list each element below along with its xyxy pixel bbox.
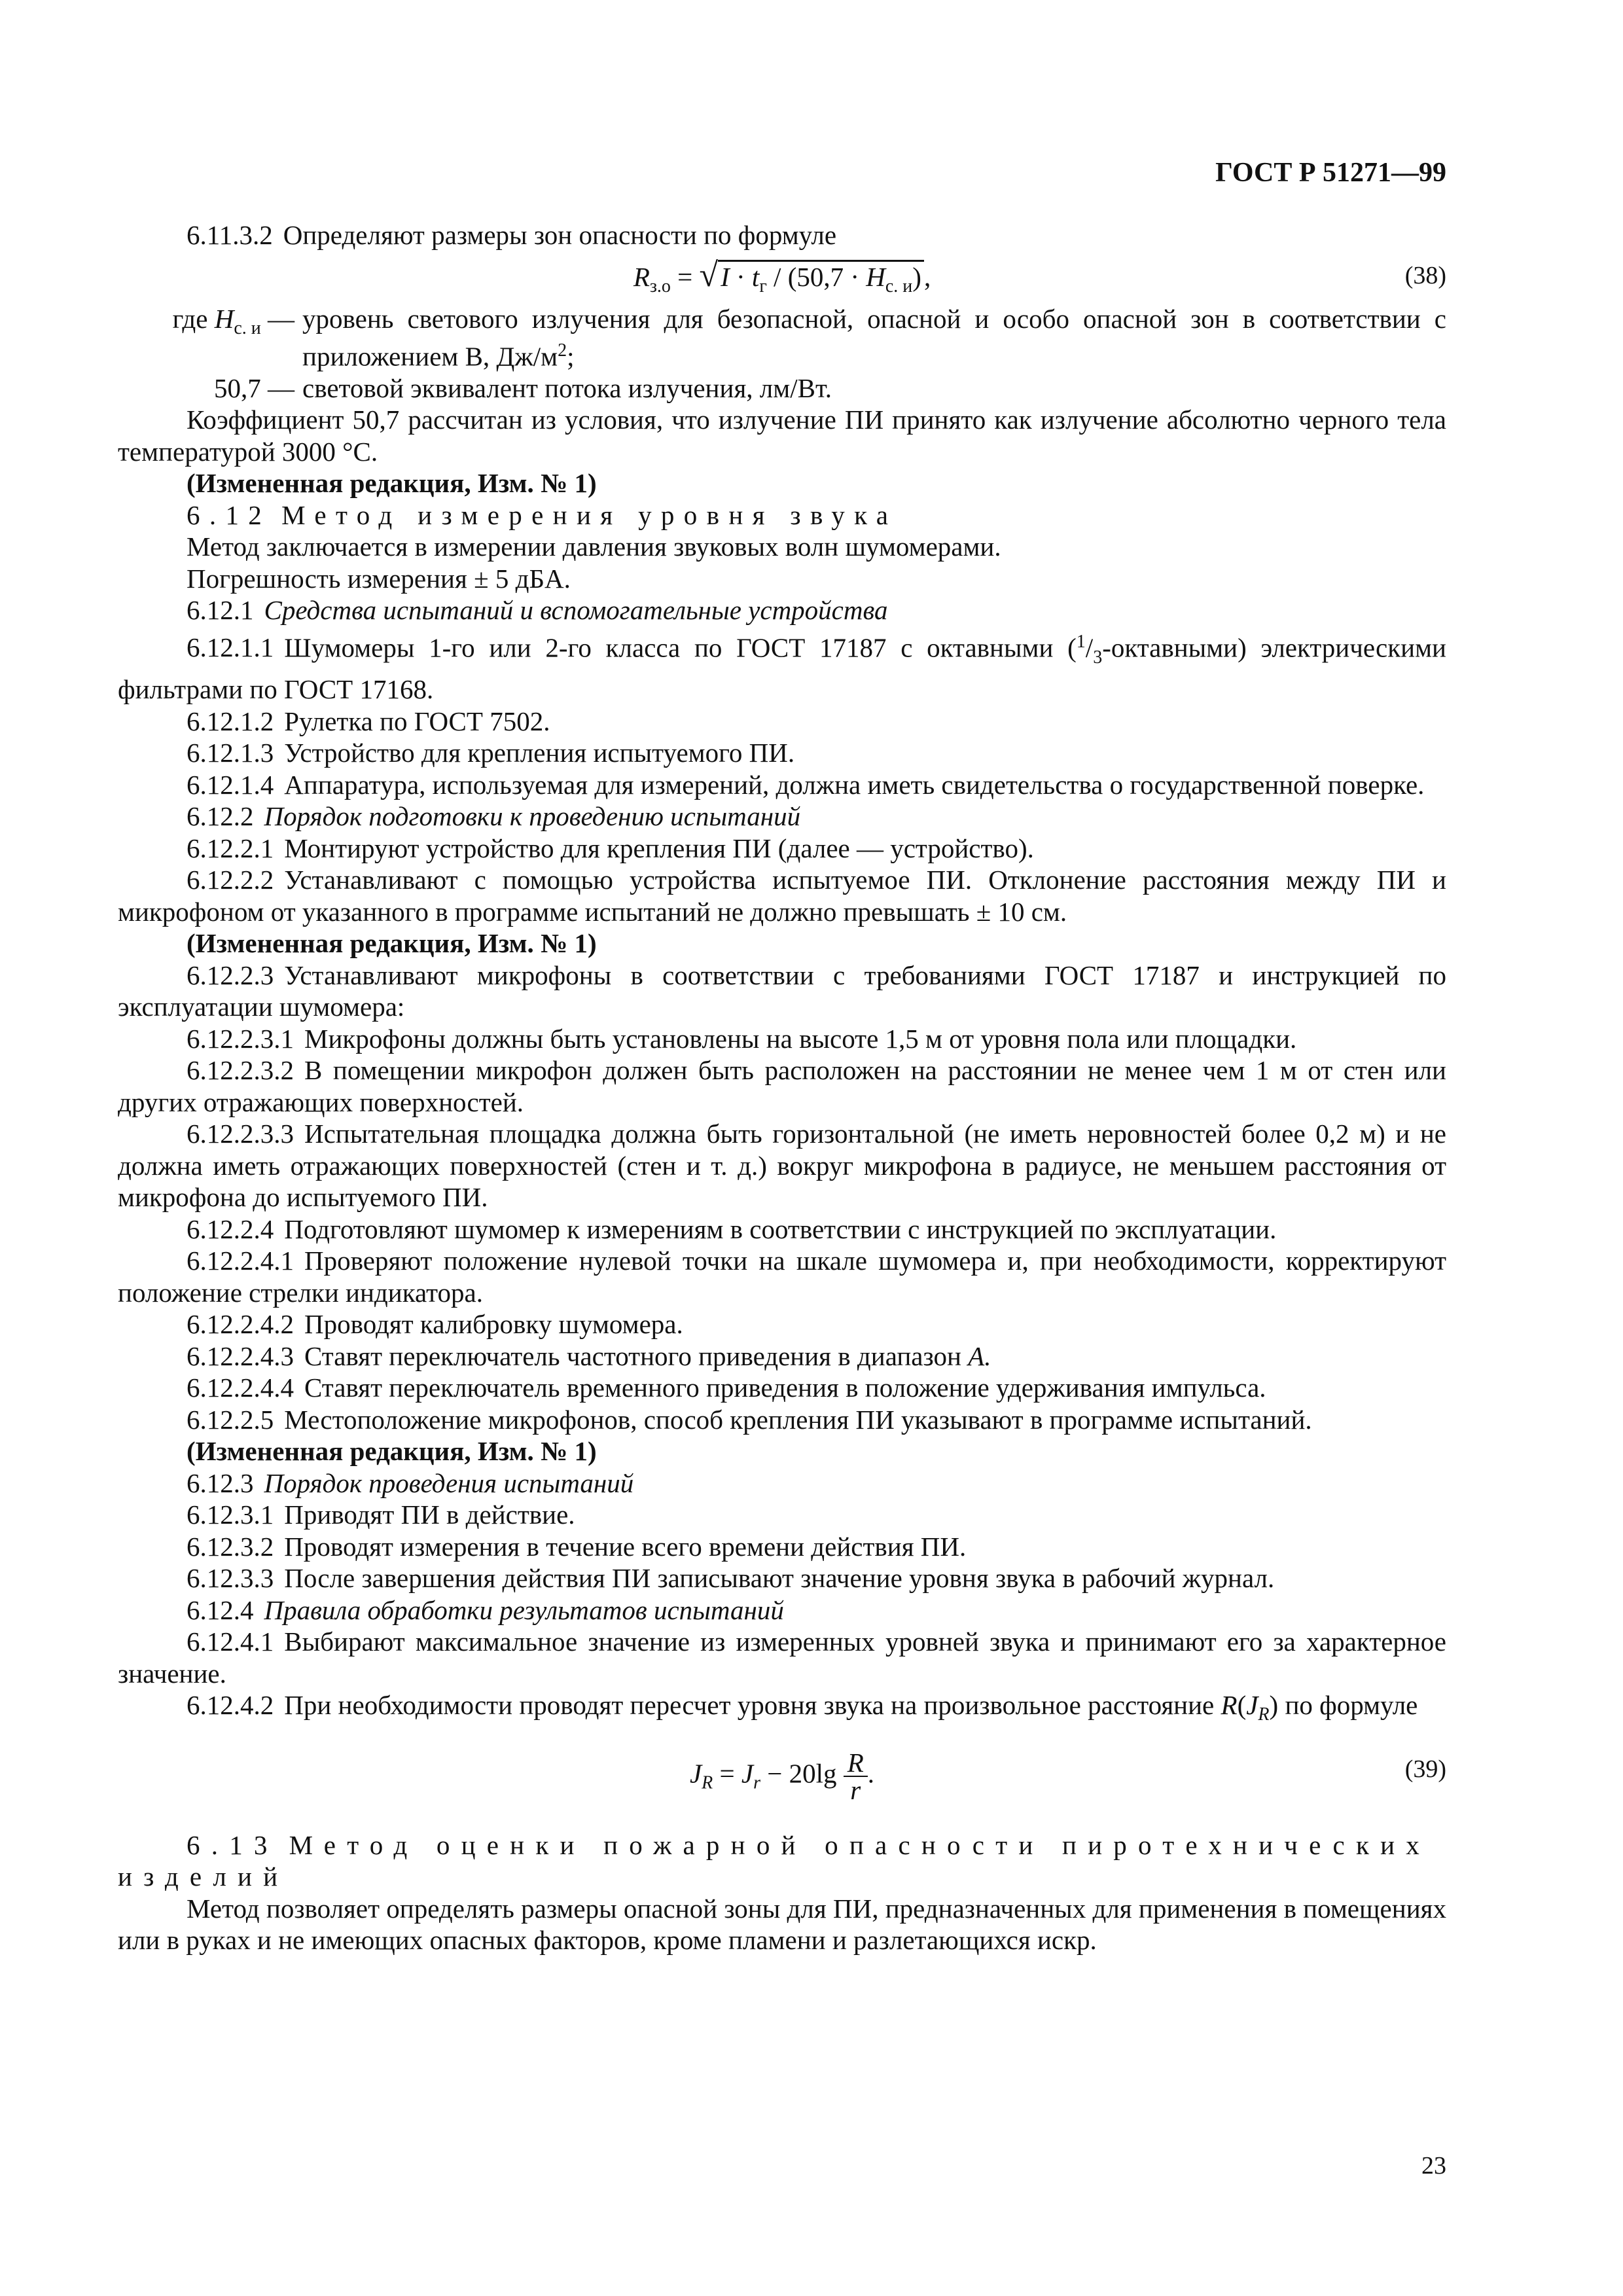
paragraph-error: Погрешность измерения ± 5 дБA. bbox=[187, 563, 571, 594]
paragraph-6-12-2-4: 6.12.2.4 Подготовляют шумомер к измерениям в соответствии с инструкцией по эксплуатации. bbox=[187, 1213, 1277, 1244]
paragraph-6-12-2-3-3: 6.12.2.3.3 Испытательная площадка должна быть горизонтальной (не иметь неровностей более 0,2 м) и не должна иметь отражающих поверхностей (стен и т. д.) вокруг микрофона в радиусе, не меньшем расстояния от микрофона до испытуемого ПИ. bbox=[118, 1119, 1446, 1212]
section-6-12-3: 6.12.3 Порядок проведения испытаний bbox=[187, 1467, 634, 1498]
formula-39-number: (39) bbox=[1404, 1755, 1446, 1783]
paragraph-6-12-3-3: 6.12.3.3 После завершения действия ПИ записывают значение уровня звука в рабочий журнал. bbox=[187, 1563, 1275, 1593]
paragraph-6-12-2-4-1: 6.12.2.4.1 Проверяют положение нулевой точки на шкале шумомера и, при необходимости, корректируют положение стрелки индикатора. bbox=[118, 1246, 1446, 1308]
paragraph-6-12-2-4-3: 6.12.2.4.3 Ставят переключатель частотного приведения в диапазон А. bbox=[187, 1340, 991, 1371]
formula-39 bbox=[118, 1738, 1446, 1816]
section-6-12-1: 6.12.1 Средства испытаний и вспомогательные устройства bbox=[187, 595, 888, 626]
paragraph-method: Метод заключается в измерении давления звуковых волн шумомерами. bbox=[187, 531, 1001, 562]
paragraph-6-12-2-2: 6.12.2.2 Устанавливают с помощью устройства испытуемое ПИ. Отклонение расстояния между ПИ и микрофоном от указанного в программе испытаний не должно превышать ± 10 см. bbox=[118, 865, 1446, 927]
formula-38-number: (38) bbox=[1404, 262, 1446, 289]
paragraph-6-12-2-4-4: 6.12.2.4.4 Ставят переключатель временного приведения в положение удерживания импульса. bbox=[187, 1372, 1266, 1403]
amendment-note: (Измененная редакция, Изм. № 1) bbox=[187, 468, 597, 499]
section-6-12-4: 6.12.4 Правила обработки результатов испытаний bbox=[187, 1594, 784, 1625]
paragraph-6-12-2-3-1: 6.12.2.3.1 Микрофоны должны быть установлены на высоте 1,5 м от уровня пола или площадки. bbox=[187, 1023, 1297, 1054]
paragraph-6-12-2-1: 6.12.2.1 Монтируют устройство для крепления ПИ (далее — устройство). bbox=[187, 833, 1034, 863]
formula-38-expression: $R_{з.о} = √I \cdot t_г / (50,7 \cdot H_{с. и})$, bbox=[633, 257, 931, 297]
legend-h: где $H_{с. и}$ — уровень светового излучения для безопасной, опасной и особо опасной зон в соответствии с приложением В, $Дж/м^2$; bbox=[172, 304, 1446, 372]
amendment-note: (Измененная редакция, Изм. № 1) bbox=[187, 928, 597, 958]
paragraph-6-12-1-1: 6.12.1.1 Шумомеры 1-го или 2-го класса по ГОСТ 17187 с октавными $(^1/_3-октавными)$ электрическими фильтрами по ГОСТ 17168. bbox=[118, 631, 1446, 704]
paragraph-6-12-1-2: 6.12.1.2 Рулетка по ГОСТ 7502. bbox=[187, 706, 550, 736]
paragraph-coefficient: Коэффициент 50,7 рассчитан из условия, что излучение ПИ принято как излучение абсолютно черного тела температурой 3000 °С. bbox=[118, 404, 1446, 467]
section-6-12: 6.12 Метод измерения уровня звука bbox=[187, 499, 898, 530]
paragraph-6-12-2-3-2: 6.12.2.3.2 В помещении микрофон должен быть расположен на расстоянии не менее чем 1 м от стен или других отражающих поверхностей. bbox=[118, 1055, 1446, 1117]
section-6-13: 6.13 Метод оценки пожарной опасности пиротехнических изделий bbox=[118, 1829, 1431, 1892]
document-header: ГОСТ Р 51271—99 bbox=[1215, 158, 1446, 188]
formula-39-expression: $J_R = J_r - 20\lg$ $\frac{R}{r}$ . bbox=[689, 1747, 875, 1805]
section-6-12-2: 6.12.2 Порядок подготовки к проведению испытаний bbox=[187, 801, 801, 831]
paragraph-6-13-text: Метод позволяет определять размеры опасной зоны для ПИ, предназначенных для применения в помещениях или в руках и не имеющих опасных факторов, кроме пламени и разлетающихся искр. bbox=[118, 1893, 1446, 1956]
paragraph-6-12-3-1: 6.12.3.1 Приводят ПИ в действие. bbox=[187, 1499, 575, 1530]
paragraph-6-12-4-2: 6.12.4.2 При необходимости проводят пересчет уровня звука на произвольное расстояние $R(J_R)$ по формуле bbox=[187, 1690, 1418, 1725]
page-number: 23 bbox=[1421, 2152, 1446, 2179]
legend-50-7: 50,7 — световой эквивалент потока излучения, лм/Вт. bbox=[214, 372, 832, 403]
paragraph-6-12-1-4: 6.12.1.4 Аппаратура, используемая для измерений, должна иметь свидетельства о государственной поверке. bbox=[187, 769, 1425, 800]
paragraph-6-12-3-2: 6.12.3.2 Проводят измерения в течение всего времени действия ПИ. bbox=[187, 1531, 967, 1562]
formula-38 bbox=[118, 252, 1446, 299]
paragraph-6-12-1-3: 6.12.1.3 Устройство для крепления испытуемого ПИ. bbox=[187, 738, 795, 768]
paragraph-6-11-3-2: 6.11.3.2 Определяют размеры зон опасности по формуле bbox=[187, 219, 837, 250]
paragraph-6-12-4-1: 6.12.4.1 Выбирают максимальное значение из измеренных уровней звука и принимают его за характерное значение. bbox=[118, 1626, 1446, 1689]
paragraph-6-12-2-4-2: 6.12.2.4.2 Проводят калибровку шумомера. bbox=[187, 1309, 683, 1339]
paragraph-6-12-2-3: 6.12.2.3 Устанавливают микрофоны в соответствии с требованиями ГОСТ 17187 и инструкцией по эксплуатации шумомера: bbox=[118, 960, 1446, 1022]
amendment-note: (Измененная редакция, Изм. № 1) bbox=[187, 1436, 597, 1466]
paragraph-6-12-2-5: 6.12.2.5 Местоположение микрофонов, способ крепления ПИ указывают в программе испытаний. bbox=[187, 1404, 1312, 1435]
